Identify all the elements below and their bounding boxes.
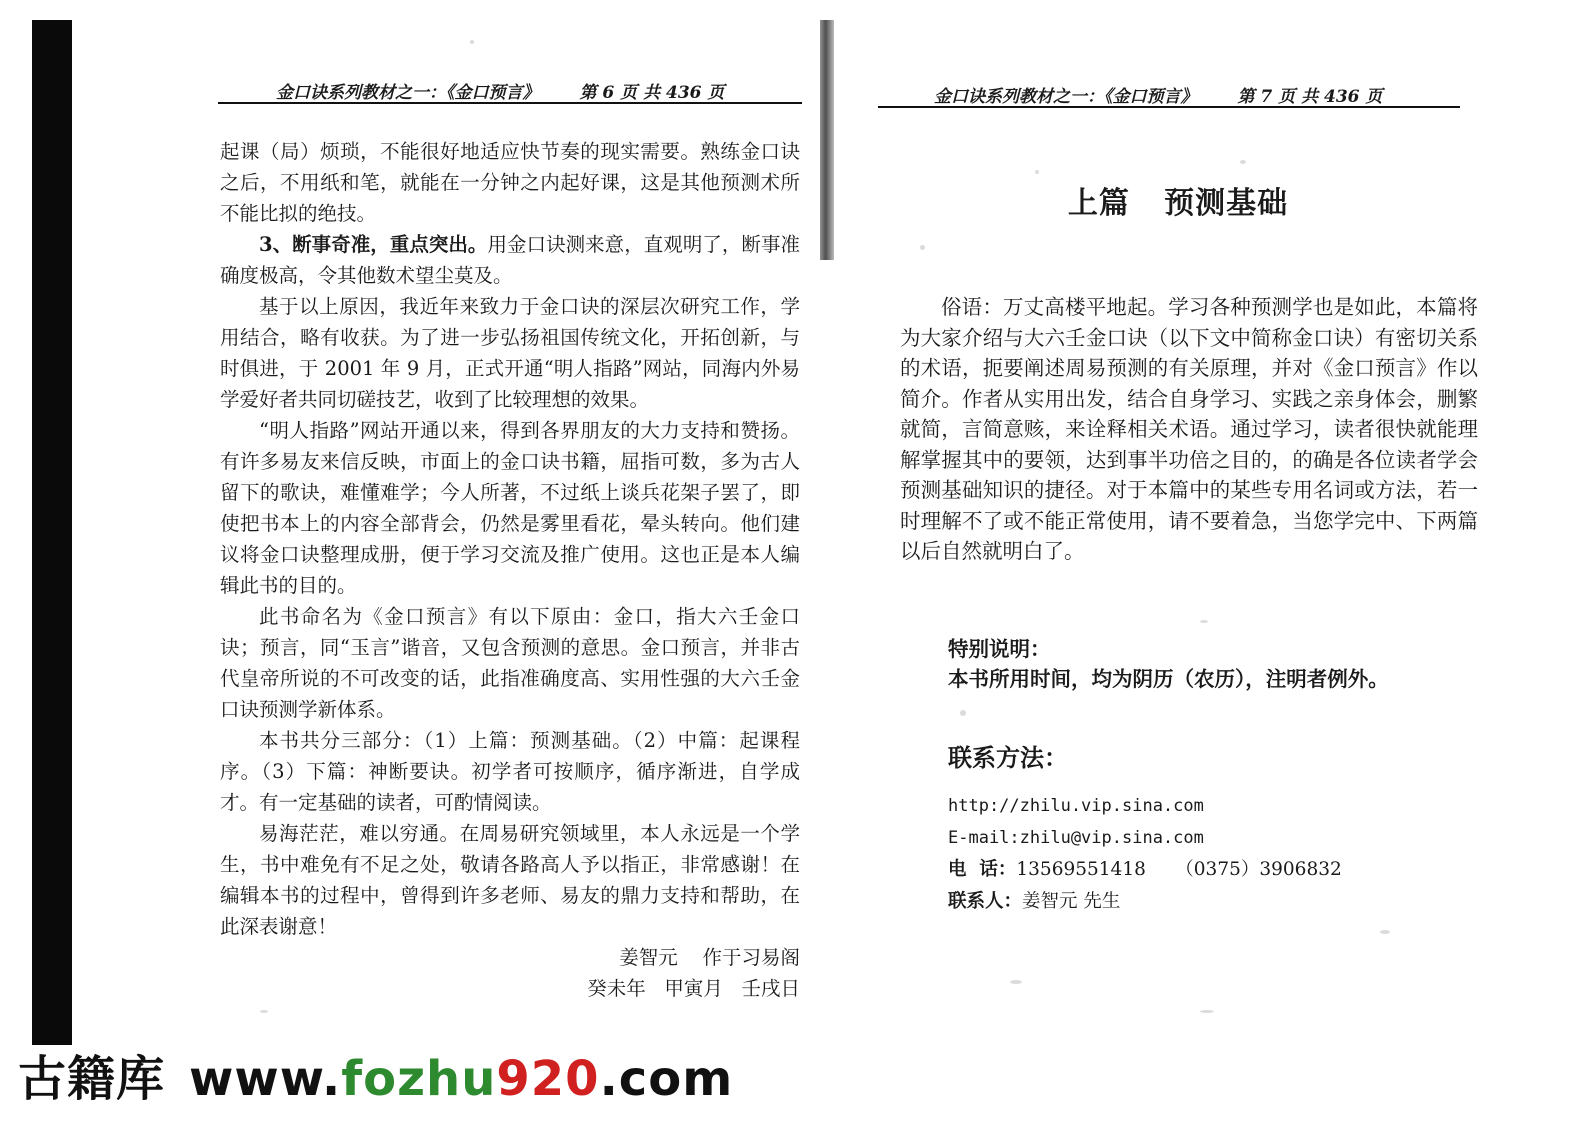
site-watermark (18, 1040, 734, 1107)
left-paragraph-4: “明人指路”网站开通以来，得到各界朋友的大力支持和赞扬。有许多易友来信反映，市面上的金口诀书籍，屈指可数，多为古人留下的歌诀，难懂难学；今人所著，不过纸上谈兵花架子罢了，即使把书本上的内容全部背会，仍然是雾里看花，晕头转向。他们建议将金口诀整理成册，便于学习交流及推广使用。这也正是本人编辑此书的目的。 (220, 419, 800, 597)
left-paragraph-2: 3、断事奇准，重点突出。用金口诀测来意，直观明了，断事准确度极高，令其他数术望尘莫及。 (220, 233, 800, 287)
watermark-red-part: 920 (496, 1051, 600, 1107)
intro-paragraph: 俗语：万丈高楼平地起。学习各种预测学也是如此，本篇将为大家介绍与大六壬金口诀（以下文中简称金口诀）有密切关系的术语，扼要阐述周易预测的有关原理，并对《金口预言》作以简介。作者从实用出发，结合自身学习、实践之亲身体会，删繁就简，言简意赅，来诠释相关术语。通过学习，读者很快就能理解掌握其中的要领，达到事半功倍之目的，的确是各位读者学会预测基础知识的捷径。对于本篇中的某些专用名词或方法，若一时理解不了或不能正常使用，请不要着急，当您学完中、下两篇以后自然就明白了。 (900, 295, 1478, 563)
scan-speck (1035, 170, 1039, 174)
left-paragraph-6: 本书共分三部分：（1）上篇：预测基础。（2）中篇：起课程序。（3）下篇：神断要诀。初学者可按顺序，循序渐进，自学成才。有一定基础的读者，可酌情阅读。 (220, 729, 800, 814)
watermark-suffix: .com (599, 1051, 734, 1107)
special-note (948, 634, 1468, 694)
right-page-intro (900, 292, 1478, 567)
left-paragraph-5: 此书命名为《金口预言》有以下原由：金口，指大六壬金口诀；预言，同“玉言”谐音，又包含预测的意思。金口预言，并非古代皇帝所说的不可改变的话，此指准确度高、实用性强的大六壬金口诀预测学新体系。 (220, 605, 800, 721)
section-title: 上篇 预测基础 (1067, 186, 1289, 221)
page-fold-shadow (820, 20, 834, 260)
contact-heading: 联系方法： (948, 744, 1068, 772)
scan-speck (260, 1010, 268, 1013)
watermark-prefix: www. (189, 1051, 342, 1107)
left-paragraph-7: 易海茫茫，难以穷通。在周易研究领域里，本人永远是一个学生，书中难免有不足之处，敬请各路高人予以指正，非常感谢！在编辑本书的过程中，曾得到许多老师、易友的鼎力支持和帮助，在此深表谢意！ (220, 822, 800, 938)
watermark-green-part: fozhu (341, 1051, 497, 1107)
watermark-site-name: 古籍库 (18, 1051, 166, 1107)
special-note-text: 本书所用时间，均为阴历（农历），注明者例外。 (948, 667, 1389, 691)
right-head-series: 金口诀系列教材之一：《金口预言》 (934, 87, 1198, 107)
scan-speck (1380, 930, 1390, 934)
contact-url: http://zhilu.vip.sina.com (948, 796, 1204, 816)
left-paragraph-3: 基于以上原因，我近年来致力于金口诀的深层次研究工作，学用结合，略有收获。为了进一步弘扬祖国传统文化，开拓创新，与时俱进，于 2001 年 9 月，正式开通“明人指路”网站，同海内外易学爱好者共同切磋技艺，收到了比较理想的效果。 (220, 295, 800, 411)
left-head-series: 金口诀系列教材之一：《金口预言》 (276, 83, 540, 103)
scan-speck (1200, 620, 1208, 623)
contact-email: E-mail:zhilu@vip.sina.com (948, 827, 1204, 848)
scan-binding-shadow (32, 20, 72, 1045)
scan-speck (470, 40, 474, 44)
contact-section (948, 738, 1468, 917)
left-running-head (218, 78, 802, 104)
scan-speck (1240, 160, 1246, 164)
signature-line-1: 姜智元 作于习易阁 (619, 946, 800, 969)
scan-speck (920, 245, 925, 250)
right-head-page-info: 第 7 页 共 436 页 (1237, 87, 1383, 107)
left-head-page-info: 第 6 页 共 436 页 (579, 83, 725, 103)
contact-person: 联系人：姜智元 先生 (948, 890, 1121, 912)
scan-speck (1010, 980, 1022, 984)
left-paragraph-1: 起课（局）烦琐，不能很好地适应快节奏的现实需要。熟练金口诀之后，不用纸和笔，就能在一分钟之内起好课，这是其他预测术所不能比拟的绝技。 (220, 140, 800, 225)
special-note-heading: 特别说明： (948, 637, 1051, 661)
contact-phone: 电 话：13569551418 （0375）3906832 (948, 859, 1342, 880)
left-page-body (220, 136, 800, 1004)
scan-speck (1200, 1010, 1214, 1013)
right-running-head (878, 82, 1460, 108)
scan-speck (960, 710, 966, 716)
signature-line-2: 癸未年 甲寅月 壬戌日 (587, 977, 800, 1000)
